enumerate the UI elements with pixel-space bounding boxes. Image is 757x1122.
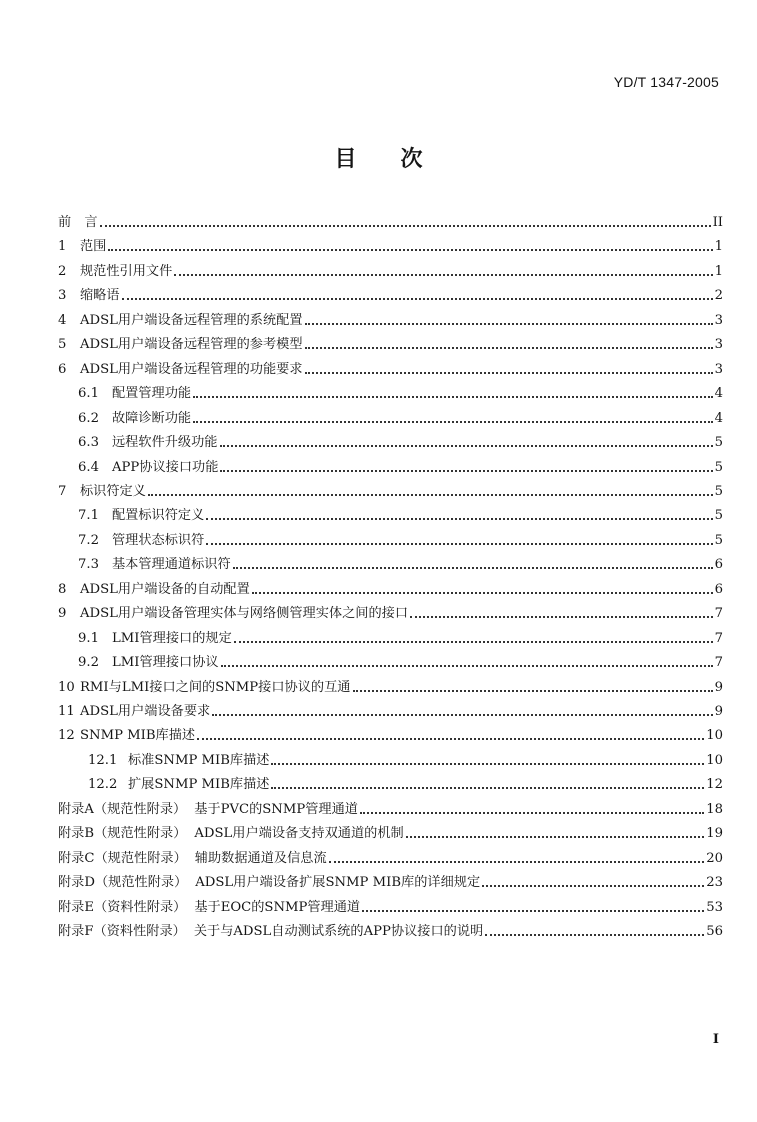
toc-entry-page: 3 <box>714 312 723 328</box>
toc-entry <box>58 844 723 868</box>
toc-entry-page: 56 <box>706 924 723 940</box>
toc-entry-page: 4 <box>714 386 723 402</box>
toc-leader-dots <box>329 860 705 863</box>
toc-entry-number: 6.1 <box>78 386 99 402</box>
toc-entry-label: 范围 <box>80 239 107 255</box>
toc-entry <box>58 428 723 452</box>
toc-entry <box>58 281 723 305</box>
toc-leader-dots <box>406 835 705 838</box>
toc-entry <box>58 501 723 525</box>
toc-entry-label: 远程软件升级功能 <box>112 435 218 451</box>
toc-leader-dots <box>482 884 704 887</box>
toc-entry-page: 10 <box>706 728 723 744</box>
toc-leader-dots <box>234 640 713 643</box>
toc-entry-number: 附录F（资料性附录） <box>58 924 186 940</box>
toc-entry-number: 附录D（规范性附录） <box>58 875 188 891</box>
toc-entry-page: 53 <box>706 899 723 915</box>
toc-entry-label: 基于EOC的SNMP管理通道 <box>194 899 361 915</box>
toc-leader-dots <box>122 297 713 300</box>
toc-entry-label: 配置管理功能 <box>112 386 192 402</box>
toc-leader-dots <box>212 713 712 716</box>
toc-entry-number: 附录A（规范性附录） <box>58 801 187 817</box>
toc-entry-page: 5 <box>714 483 723 499</box>
page-number: I <box>712 1032 719 1047</box>
toc-leader-dots <box>360 811 704 814</box>
toc-leader-dots <box>100 224 711 227</box>
toc-entry-label: 基于PVC的SNMP管理通道 <box>194 801 358 817</box>
toc-entry-page: 19 <box>706 826 723 842</box>
toc-entry-label: 辅助数据通道及信息流 <box>194 850 327 866</box>
toc-entry <box>58 477 723 501</box>
toc-entry-page: 9 <box>714 704 723 719</box>
toc-entry-page: II <box>712 215 723 230</box>
toc-entry <box>58 575 723 599</box>
toc-entry <box>58 404 723 428</box>
toc-entry-label: 关于与ADSL自动测试系统的APP协议接口的说明 <box>193 924 484 940</box>
toc-leader-dots <box>197 737 704 740</box>
toc-leader-dots <box>220 444 713 447</box>
toc-entry-number: 附录B（规范性附录） <box>58 826 187 842</box>
toc-entry-number: 9 <box>58 606 67 622</box>
toc-entry <box>58 330 723 354</box>
toc-entry-page: 2 <box>714 288 723 304</box>
toc-leader-dots <box>305 322 713 325</box>
toc-entry-number: 7 <box>58 483 67 499</box>
toc-entry <box>58 917 723 941</box>
toc-title-char-1: 目 <box>334 147 357 172</box>
toc-entry <box>58 550 723 574</box>
toc-entry-page: 9 <box>714 679 723 695</box>
toc-entry-number: 11 <box>58 704 75 719</box>
toc-entry-label: ADSL用户端设备扩展SNMP MIB库的详细规定 <box>195 875 481 891</box>
toc-leader-dots <box>252 591 713 594</box>
toc-leader-dots <box>193 395 712 398</box>
toc-entry-number: 12.2 <box>88 777 118 793</box>
toc-entry <box>58 624 723 648</box>
toc-entry-number: 9.1 <box>78 630 99 646</box>
toc-entry-page: 7 <box>714 655 723 671</box>
toc-entry <box>58 257 723 281</box>
toc-entry <box>58 648 723 672</box>
toc-entry-number: 1 <box>58 239 67 255</box>
toc-entry-number: 6.2 <box>78 410 99 426</box>
toc-entry-page: 6 <box>714 557 723 573</box>
toc-entry <box>58 795 723 819</box>
toc-entry-label: 配置标识符定义 <box>112 508 205 524</box>
toc-entry-label: APP协议接口功能 <box>112 459 219 475</box>
toc-entry-label: 基本管理通道标识符 <box>112 557 231 573</box>
toc-leader-dots <box>193 420 712 423</box>
toc-entry-page: 4 <box>714 410 723 426</box>
toc-entry-number: 10 <box>58 679 75 695</box>
toc-leader-dots <box>362 909 704 912</box>
toc-entry <box>58 721 723 745</box>
toc-entry-number: 5 <box>58 337 67 353</box>
toc-entry-label: ADSL用户端设备远程管理的参考模型 <box>80 337 303 353</box>
toc-leader-dots <box>220 469 712 472</box>
toc-leader-dots <box>148 493 713 496</box>
toc-leader-dots <box>353 689 713 692</box>
toc-entry-number: 附录C（规范性附录） <box>58 850 187 866</box>
toc-entry-number: 9.2 <box>78 655 99 671</box>
toc-entry <box>58 379 723 403</box>
toc-entry-page: 12 <box>706 777 723 793</box>
toc-leader-dots <box>174 273 712 276</box>
toc-entry <box>58 599 723 623</box>
toc-leader-dots <box>271 762 704 765</box>
toc-leader-dots <box>206 517 712 520</box>
toc-entry-label: 故障诊断功能 <box>112 410 192 426</box>
toc-entry-page: 5 <box>714 435 723 451</box>
toc-entry-number: 2 <box>58 263 67 279</box>
toc-entry-label: ADSL用户端设备支持双通道的机制 <box>194 826 404 842</box>
toc-leader-dots <box>108 248 712 251</box>
toc-entry-label: LMI管理接口的规定 <box>112 630 232 646</box>
toc-entry-page: 18 <box>706 801 723 817</box>
toc-entry-number: 7.3 <box>78 557 99 573</box>
toc-entry-page: 20 <box>706 850 723 866</box>
toc-leader-dots <box>305 371 713 374</box>
toc-entry-number: 前 言 <box>58 215 98 230</box>
toc-entry <box>58 453 723 477</box>
toc-entry-number: 6.3 <box>78 435 99 451</box>
toc-entry <box>58 673 723 697</box>
toc-entry-label: 标准SNMP MIB库描述 <box>128 752 270 768</box>
toc-title <box>0 142 757 173</box>
toc-entry <box>58 746 723 770</box>
toc-entry <box>58 868 723 892</box>
toc-entry-label: 管理状态标识符 <box>112 532 205 548</box>
toc-leader-dots <box>206 542 712 545</box>
toc-entry-label: LMI管理接口协议 <box>112 655 219 671</box>
toc-entry-number: 6.4 <box>78 459 99 475</box>
toc-entry <box>58 526 723 550</box>
toc-entry-label: ADSL用户端设备远程管理的系统配置 <box>80 312 303 328</box>
toc-entry-page: 5 <box>714 508 723 524</box>
toc-entry-label: ADSL用户端设备的自动配置 <box>80 581 250 597</box>
toc-leader-dots <box>485 933 704 936</box>
toc-entry-page: 5 <box>714 532 723 548</box>
toc-entry <box>58 893 723 917</box>
toc-leader-dots <box>410 615 713 618</box>
toc-entry-number: 12.1 <box>88 752 118 768</box>
toc-entry-label: 扩展SNMP MIB库描述 <box>128 777 270 793</box>
toc-entry-page: 7 <box>714 606 723 622</box>
toc-entry-number: 7.1 <box>78 508 99 524</box>
toc-entry-page: 6 <box>714 581 723 597</box>
toc-entry-number: 4 <box>58 312 67 328</box>
toc-entry-number: 附录E（资料性附录） <box>58 899 187 915</box>
toc-entry-label: SNMP MIB库描述 <box>80 728 196 744</box>
toc-entry <box>58 770 723 794</box>
toc-entry-number: 8 <box>58 581 67 597</box>
toc-entry-number: 12 <box>58 728 75 744</box>
toc-entry-number: 6 <box>58 361 67 377</box>
toc-entry <box>58 232 723 256</box>
toc-entry-number: 3 <box>58 288 67 304</box>
toc-entry <box>58 697 723 721</box>
toc-leader-dots <box>271 786 704 789</box>
toc-title-char-2: 次 <box>400 147 423 172</box>
toc-entry <box>58 819 723 843</box>
toc-entry <box>58 208 723 232</box>
toc-entry-page: 3 <box>714 337 723 353</box>
toc-entry-page: 3 <box>714 361 723 377</box>
toc-leader-dots <box>221 664 713 667</box>
toc-entry-page: 5 <box>714 459 723 475</box>
toc-entry <box>58 306 723 330</box>
toc-entry-page: 1 <box>714 239 723 255</box>
toc-leader-dots <box>233 566 713 569</box>
toc-entry-label: ADSL用户端设备要求 <box>80 704 211 719</box>
toc-entry-label: ADSL用户端设备管理实体与网络侧管理实体之间的接口 <box>80 606 409 622</box>
toc-entry-label: 缩略语 <box>80 288 120 304</box>
toc-entry <box>58 355 723 379</box>
toc-entry-label: 规范性引用文件 <box>80 263 173 279</box>
toc-entry-label: 标识符定义 <box>80 483 146 499</box>
toc-entry-page: 1 <box>714 263 723 279</box>
standard-code: YD/T 1347-2005 <box>613 74 719 90</box>
toc-entry-label: RMI与LMI接口之间的SNMP接口协议的互通 <box>80 679 351 695</box>
toc-entry-number: 7.2 <box>78 532 99 548</box>
toc-entry-page: 10 <box>706 752 723 768</box>
toc-entry-page: 7 <box>714 630 723 646</box>
toc-entry-page: 23 <box>706 875 723 891</box>
toc-entry-label: ADSL用户端设备远程管理的功能要求 <box>80 361 303 377</box>
toc-leader-dots <box>305 346 713 349</box>
